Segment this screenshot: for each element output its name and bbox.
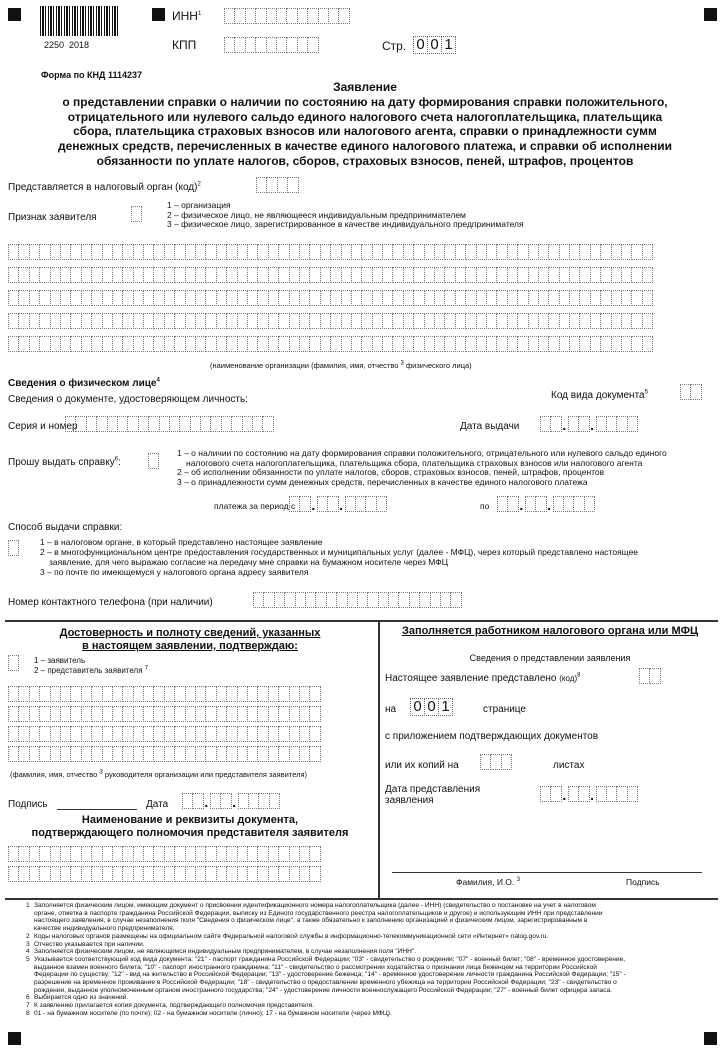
applicant-options: 1 – организация 2 – физическое лицо, не являющееся индивидуальным предпринимателем 3 – физическое лицо, зарегистрированное в качестве индивидуального предпринимателя	[167, 200, 524, 230]
period-from-cells[interactable]	[289, 496, 386, 512]
on-label: на	[385, 704, 397, 715]
grid-row[interactable]	[8, 336, 652, 352]
page-digit: 0	[424, 698, 439, 716]
input-cell[interactable]	[309, 706, 320, 722]
corner-marker	[704, 1032, 717, 1045]
footnote-line: разрешение на временное проживание в Российской Федерации; "18" - свидетельство о предоставлении временного убежища на территории Российской Федерации; "23" - свидетельство о	[34, 979, 617, 987]
grid-row[interactable]	[8, 686, 320, 702]
footnote-line: выданное взамен военного билета; "10" - паспорт иностранного гражданина; "11" - свидетельство о рассмотрении ходатайства о признании лица беженцем на территории Российской	[34, 963, 597, 971]
input-cell[interactable]	[148, 453, 159, 469]
request-label: Прошу выдать справку$^6$:	[8, 456, 121, 468]
footnote-number: 3	[26, 940, 30, 948]
series-number-cells[interactable]	[65, 416, 273, 432]
date-separator: .	[232, 794, 236, 810]
doc-label: Сведения о документе, удостоверяющем личность:	[8, 394, 248, 405]
copies-label: или их копий на	[385, 760, 459, 771]
form-code: Форма по КНД 1114237	[41, 70, 142, 80]
footnote	[26, 948, 704, 956]
corner-marker	[8, 1032, 21, 1045]
date-separator: .	[204, 794, 209, 810]
confirm-heading: Достоверность и полноту сведений, указанных в настоящем заявлении, подтверждаю:	[59, 627, 321, 652]
corner-marker	[152, 8, 165, 21]
series-label: Серия и номер	[8, 421, 78, 432]
presented-code-cells[interactable]	[639, 668, 660, 684]
barcode-number: 2250 2018	[44, 40, 90, 50]
pages-label: странице	[483, 704, 526, 715]
footnote	[26, 994, 704, 1002]
footnote	[26, 932, 704, 941]
confirm-date-label: Дата	[146, 799, 169, 810]
date-separator: .	[547, 497, 551, 513]
footnote-line: органе, отметка в паспорте гражданина Российской Федерации, выписку из Единого государственного реестра налогоплательщиков и другое) и использующим ИНН при представлении	[34, 909, 603, 917]
footnote-line: Заполняется физическим лицом, имеющим документ о присвоении идентификационного номера налогоплательщика (далее - ИНН) (свидетельство о постановке на учет в налоговом	[34, 902, 596, 909]
confirm-name-caption: (фамилия, имя, отчество $^3$ руководителя организации или представителя заявителя)	[10, 769, 308, 779]
page-digit: 0	[413, 36, 428, 54]
office-signature-label: Подпись	[626, 877, 660, 887]
input-cell[interactable]	[642, 336, 653, 352]
office-heading: Заполняется работником налогового органа или МФЦ	[401, 625, 699, 637]
date-separator: .	[519, 497, 524, 513]
footnote-number: 7	[26, 1002, 30, 1010]
footnote-line: Выбирается одно из значений.	[34, 994, 129, 1002]
footnote-number: 6	[26, 994, 30, 1002]
title: Заявление о представлении справки о наличии по состоянию на дату формирования справки положительного, отрицательного или нулевого сальдо единого налогового счета налогоплательщика, плательщика сбора, плательщика страховых взносов или налогового агента, справки о принадлежности сумм денежных средств, перечисленных в качестве единого налогового платежа, и справки об исполнении обязанности по уплате налогов, сборов, страховых взносов, пеней, штрафов, процентов	[58, 80, 672, 168]
input-cell[interactable]	[309, 686, 320, 702]
inn-label: ИНН$^1$	[172, 9, 202, 23]
presentation-date-label: Дата представления заявления	[385, 784, 481, 806]
date-separator: .	[311, 497, 316, 513]
input-cell[interactable]	[309, 746, 320, 762]
corner-marker	[704, 8, 717, 21]
input-cell[interactable]	[262, 416, 273, 432]
date-separator: .	[562, 417, 567, 433]
footnote	[26, 1002, 704, 1010]
grid-row[interactable]	[8, 726, 320, 742]
delivery-label: Способ выдачи справки:	[8, 522, 123, 533]
input-cell[interactable]	[8, 655, 19, 671]
input-cell[interactable]	[642, 244, 653, 260]
delivery-cell[interactable]	[8, 540, 18, 556]
grid-row[interactable]	[8, 244, 652, 260]
office-subheading: Сведения о представлении заявления	[469, 653, 631, 663]
fio-line	[392, 872, 702, 873]
footnote-number: 8	[26, 1009, 30, 1017]
input-cell[interactable]	[642, 313, 653, 329]
confirm-option-2: 2 – представитель заявителя $^7$	[34, 665, 149, 675]
page-digit: 0	[427, 36, 442, 54]
doc-code-cells[interactable]	[680, 384, 701, 400]
page-digit: 0	[410, 698, 425, 716]
footnote-number: 5	[26, 955, 30, 963]
applicant-label: Признак заявителя	[8, 212, 97, 223]
page-number	[413, 36, 455, 54]
applicant-sign-cell[interactable]	[131, 206, 141, 222]
input-cell[interactable]	[8, 540, 19, 556]
input-cell[interactable]	[627, 416, 638, 432]
copies-cells[interactable]	[480, 754, 511, 770]
grid-row[interactable]	[8, 267, 652, 283]
input-cell[interactable]	[307, 37, 318, 53]
footnote-number: 4	[26, 948, 30, 956]
footnote-divider	[5, 898, 718, 900]
input-cell[interactable]	[287, 177, 298, 193]
date-separator: .	[562, 787, 567, 803]
signature-line[interactable]	[57, 809, 137, 810]
phone-label: Номер контактного телефона (при наличии)	[8, 597, 213, 608]
input-cell[interactable]	[690, 384, 701, 400]
footnotes	[26, 902, 704, 1018]
corner-marker	[8, 8, 21, 21]
input-cell[interactable]	[627, 786, 638, 802]
kpp-cells[interactable]	[224, 37, 318, 53]
phone-cells[interactable]	[253, 592, 461, 608]
input-cell[interactable]	[309, 846, 320, 862]
footnote-line: рождении, выданное уполномоченным органом иностранного государства; "24" - удостоверение личности военнослужащего Российской Федерации; "27" - военный билет офицера запаса.	[34, 986, 613, 994]
input-cell[interactable]	[269, 793, 280, 809]
tax-authority-code[interactable]	[256, 177, 298, 193]
authority-doc-heading: Наименование и реквизиты документа, подтверждающего полномочия представителя заявителя	[31, 814, 349, 839]
input-cell[interactable]	[642, 290, 653, 306]
input-cell[interactable]	[309, 866, 320, 882]
page-digit: 1	[438, 698, 453, 716]
barcode	[40, 6, 118, 36]
footnote-line: К заявлению прилагается копия документа, подтверждающего полномочия представителя.	[34, 1002, 314, 1010]
input-cell[interactable]	[338, 8, 349, 24]
office-page-number	[410, 698, 452, 716]
footnote-line: 01 - на бумажном носителе (по почте); 02 - на бумажном носителе (лично); 17 - на бумажном носителе (через МФЦ).	[34, 1009, 392, 1017]
footnote	[26, 902, 704, 933]
divider	[5, 620, 718, 622]
input-cell[interactable]	[584, 496, 595, 512]
signature-label: Подпись	[8, 799, 48, 810]
person-heading: Сведения о физическом лице$^4$	[8, 377, 160, 389]
period-label: платежа за период с	[214, 501, 296, 511]
grid-row[interactable]	[8, 290, 652, 306]
input-cell[interactable]	[309, 726, 320, 742]
attach-label: с приложением подтверждающих документов	[385, 731, 599, 742]
confirm-option-1: 1 – заявитель	[34, 656, 86, 665]
input-cell[interactable]	[642, 267, 653, 283]
grid-row[interactable]	[8, 846, 320, 862]
footnote-number: 1	[26, 902, 30, 909]
issue-date-cells[interactable]	[540, 416, 637, 432]
presented-label: Настоящее заявление представлено (код)$^8$	[385, 672, 581, 684]
presentation-date-cells[interactable]	[540, 786, 637, 802]
page-label: Стр.	[382, 39, 407, 53]
request-cell[interactable]	[148, 453, 158, 469]
issue-date-label: Дата выдачи	[460, 421, 520, 432]
footnote	[26, 1009, 704, 1018]
date-separator: .	[339, 497, 343, 513]
delivery-options: 1 – в налоговом органе, в который представлено настоящее заявление 2 – в многофункциональном центре предоставления государственных и муниципальных услуг (далее - МФЦ), через который представлено настоящее заявление, для чего выражаю согласие на передачу мне справки на бумажном носителе через МФЦ 3 – по почте по имеющемуся у налогового органа адресу заявителя	[40, 537, 639, 577]
input-cell[interactable]	[131, 206, 142, 222]
footnote-line: качестве индивидуального предпринимателя.	[34, 925, 175, 933]
organization-name-caption: (наименование организации (фамилия, имя, отчество $^3$ физического лица)	[210, 360, 472, 370]
grid-row[interactable]	[8, 313, 652, 329]
date-separator: .	[590, 417, 594, 433]
input-cell[interactable]	[649, 668, 660, 684]
date-separator: .	[590, 787, 594, 803]
footnote-number: 2	[26, 932, 30, 940]
footnote-line: Отчество указывается при наличии.	[34, 940, 145, 948]
grid-row[interactable]	[8, 706, 320, 722]
footnote-line: настоящего заявления, в случае незаполнения поля "Сведения о физическом лице", а также обязательно к заполнению организацией и физическим лицом, зарегистрированным в	[34, 917, 588, 925]
page-digit: 1	[441, 36, 456, 54]
grid-row[interactable]	[8, 866, 320, 882]
footnote	[26, 940, 704, 949]
footnote-line: Федерации по существу; "12" - вид на жительство в Российской Федерации; "13" - удостоверение беженца; "14" - временное удостоверение личности гражданина Российской Федерации; "15" -	[34, 971, 626, 979]
request-options: 1 – о наличии по состоянию на дату формирования справки положительного, отрицательного или нулевого сальдо единого налогового счета налогоплательщика, плательщика сбора, плательщика страховых взносов или налогового агента 2 – об исполнении обязанности по уплате налогов, сборов, страховых взносов, пеней, штрафов, процентов 3 – о принадлежности сумм денежных средств, перечисленных в качестве единого налогового платежа	[177, 448, 667, 487]
footnote-line: Указывается соответствующий код вида документа: "21" - паспорт гражданина Российской Федерации; "03" - свидетельство о рождении; "07" - военный билет; "08" - временное удостоверение,	[34, 955, 626, 963]
footnote-line: Коды налоговых органов размещены на официальном сайте Федеральной налоговой службы в информационно-телекоммуникационной сети «Интернет» nalog.gov.ru.	[34, 932, 549, 940]
input-cell[interactable]	[501, 754, 512, 770]
period-to-label: по	[480, 501, 490, 511]
doc-code-label: Код вида документа$^5$	[551, 389, 648, 401]
fio-label: Фамилия, И.О. $^3$	[456, 877, 520, 887]
footnote-line: Заполняется физическим лицом, не являющимся индивидуальным предпринимателем, в случае незаполнения поля "ИНН".	[34, 948, 417, 956]
period-to-cells[interactable]	[497, 496, 594, 512]
footnote	[26, 955, 704, 995]
grid-row[interactable]	[8, 746, 320, 762]
kpp-label: КПП	[172, 38, 197, 52]
confirm-cell[interactable]	[8, 655, 18, 671]
input-cell[interactable]	[376, 496, 387, 512]
confirm-date-cells[interactable]	[182, 793, 279, 809]
input-cell[interactable]	[450, 592, 461, 608]
tax-authority-label: Представляется в налоговый орган (код)$^2$	[8, 181, 201, 193]
sheets-label: листах	[553, 760, 585, 771]
inn-cells[interactable]	[224, 8, 349, 24]
